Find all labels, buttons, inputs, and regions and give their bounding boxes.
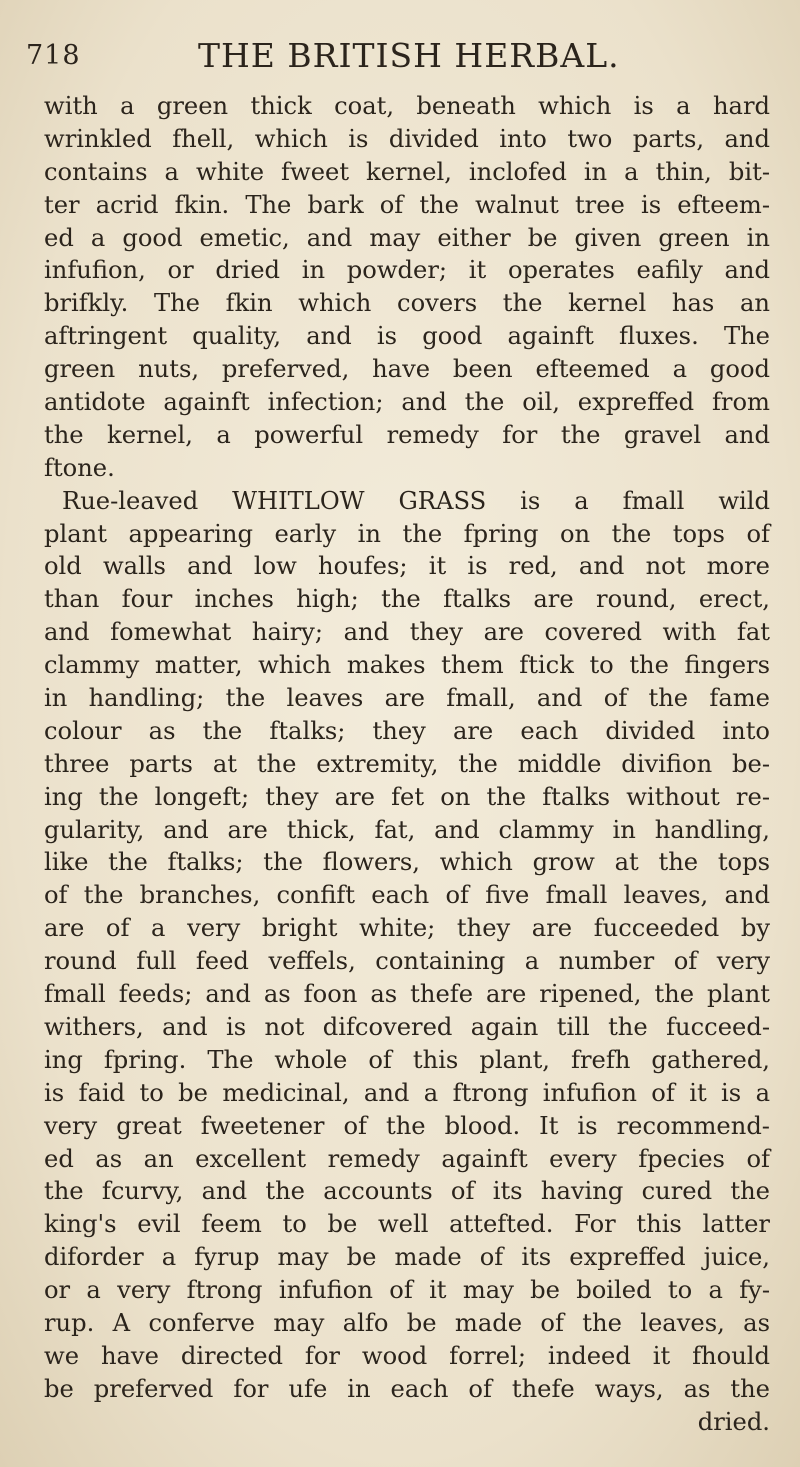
- text-line: old walls and low houfes; it is red, and not more: [44, 552, 770, 581]
- text-line: brifkly. The fkin which covers the kernel has an: [44, 289, 770, 318]
- text-line: rup. A conferve may alfo be made of the leaves, as: [44, 1308, 770, 1337]
- text-line: infufion, or dried in powder; it operates eafily and: [44, 256, 770, 285]
- text-line: diforder a fyrup may be made of its expreffed juice,: [44, 1243, 770, 1272]
- text-line: than four inches high; the ftalks are round, erect,: [44, 585, 770, 614]
- text-line: are of a very bright white; they are fucceeded by: [44, 914, 770, 943]
- text-line: with a green thick coat, beneath which is a hard: [44, 92, 770, 120]
- text-line: the kernel, a powerful remedy for the gravel and: [44, 420, 770, 449]
- text-line: of the branches, confift each of five fmall leaves, and: [44, 881, 770, 910]
- text-line: and fomewhat hairy; and they are covered with fat: [44, 618, 770, 647]
- text-line: wrinkled fhell, which is divided into two parts, and: [44, 124, 770, 153]
- text-line: withers, and is not difcovered again till the fucceed-: [44, 1012, 770, 1041]
- text-line: we have directed for wood forrel; indeed it fhould: [44, 1341, 770, 1370]
- text-line: round full feed veffels, containing a number of very: [44, 947, 770, 976]
- text-line: Rue-leaved WHITLOW GRASS is a fmall wild: [62, 486, 770, 515]
- text-line: fmall feeds; and as foon as thefe are ripened, the plant: [44, 980, 770, 1009]
- text-line: ed as an excellent remedy againft every fpecies of: [44, 1144, 770, 1173]
- text-line: ter acrid fkin. The bark of the walnut tree is efteem-: [44, 190, 770, 219]
- text-line: plant appearing early in the fpring on the tops of: [44, 519, 770, 548]
- text-line: gularity, and are thick, fat, and clammy in handling,: [44, 815, 770, 844]
- text-line: in handling; the leaves are fmall, and of the fame: [44, 684, 770, 713]
- text-line: aftringent quality, and is good againft fluxes. The: [44, 322, 770, 351]
- text-line: clammy matter, which makes them ftick to the fingers: [44, 651, 770, 680]
- text-line: ing the longeft; they are fet on the ftalks without re-: [44, 782, 770, 811]
- text-line: ftone.: [44, 453, 115, 482]
- text-line: contains a white fweet kernel, inclofed in a thin, bit-: [44, 157, 770, 186]
- text-line: the fcurvy, and the accounts of its having cured the: [44, 1177, 770, 1206]
- text-line: three parts at the extremity, the middle divifion be-: [44, 749, 770, 778]
- text-line: is faid to be medicinal, and a ftrong infufion of it is a: [44, 1078, 770, 1107]
- page-title: THE BRITISH HERBAL.: [198, 36, 620, 75]
- text-line: ed a good emetic, and may either be given green in: [44, 223, 770, 252]
- text-line: green nuts, preferved, have been efteemed a good: [44, 355, 770, 384]
- text-line: dried.: [697, 1407, 770, 1436]
- text-line: ing fpring. The whole of this plant, frefh gathered,: [44, 1045, 770, 1074]
- text-line: colour as the ftalks; they are each divided into: [44, 716, 770, 745]
- text-line: like the ftalks; the flowers, which grow at the tops: [44, 848, 770, 877]
- text-line: antidote againft infection; and the oil, expreffed from: [44, 388, 770, 417]
- text-line: or a very ftrong infufion of it may be boiled to a fy-: [44, 1276, 770, 1305]
- text-line: very great fweetener of the blood. It is recommend-: [44, 1111, 770, 1140]
- page-number: 718: [26, 40, 81, 71]
- text-line: king's evil feem to be well attefted. For this latter: [44, 1210, 770, 1239]
- text-line: be preferved for ufe in each of thefe ways, as the: [44, 1374, 770, 1403]
- running-head: [26, 36, 742, 76]
- body-text: [44, 90, 770, 1439]
